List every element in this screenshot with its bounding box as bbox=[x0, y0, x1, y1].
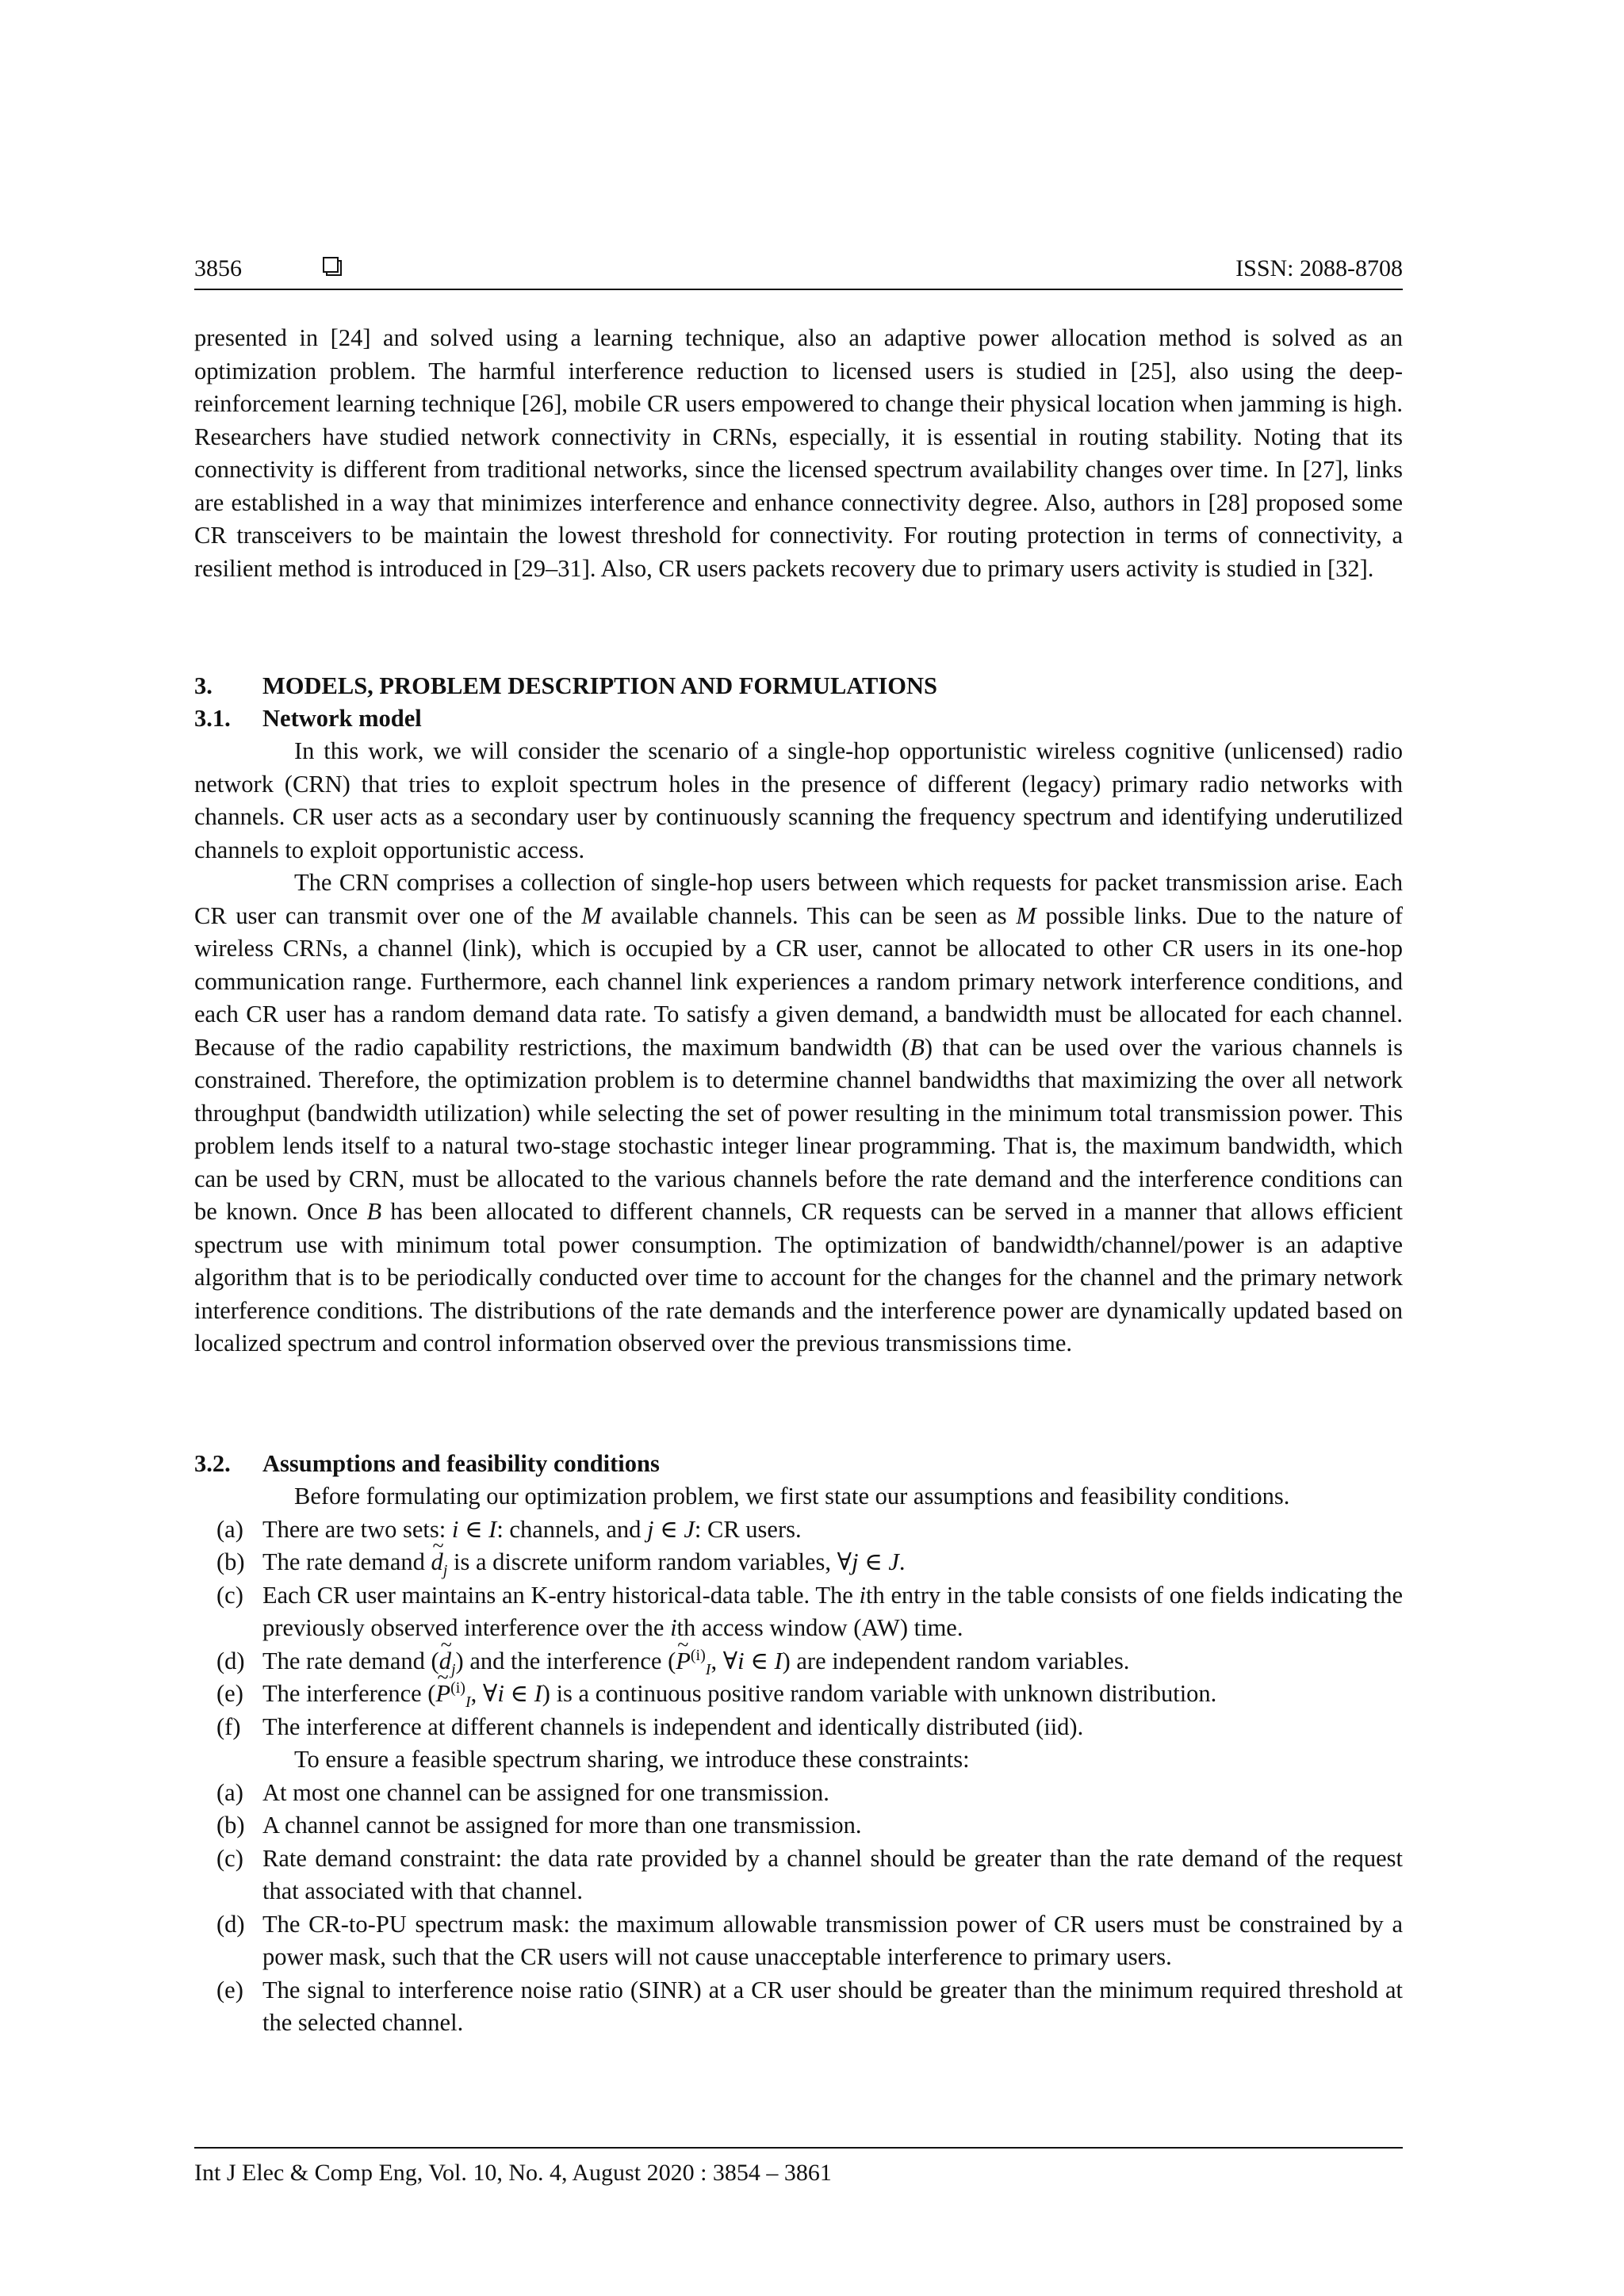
header-rule bbox=[194, 289, 1403, 290]
page-number: 3856 bbox=[194, 255, 242, 281]
intro-paragraph: presented in [24] and solved using a learning technique, also an adaptive power allocation method is solved as an optimization problem. The harmful interference reduction to licensed users is studied in [25], also using the deep-reinforcement learning technique [26], mobile CR users empowered to change their physical location when jamming is high. Researchers have studied network connectivity in CRNs, especially, it is essential in routing stability. Noting that its connectivity is different from traditional networks, since the licensed spectrum availability changes over time. In [27], links are established in a way that minimizes interference and enhance connectivity degree. Also, authors in [28] proposed some CR transceivers to be maintain the lowest threshold for connectivity. For routing protection in terms of connectivity, a resilient method is introduced in [29–31]. Also, CR users packets recovery due to primary users activity is studied in [32]. bbox=[194, 324, 1403, 582]
intro-block bbox=[194, 322, 1403, 585]
list-item: (b) A channel cannot be assigned for more than one transmission. bbox=[216, 1812, 862, 1839]
assumptions-list bbox=[194, 1513, 1403, 1744]
journal-issn: ISSN: 2088-8708 bbox=[1235, 255, 1403, 281]
network-model-paragraph-2: The CRN comprises a collection of single-hop users between which requests for packet transmission arise. Each CR user can transmit over one of the M available channels. This can be seen as M possible links. Due to the nature of wireless CRNs, a channel (link), which is occupied by a CR user, cannot be allocated to other CR users in its one-hop communication range. Furthermore, each channel link experiences a random primary network interference conditions, and each CR user has a random demand data rate. To satisfy a given demand, a bandwidth must be allocated for each channel. Because of the radio capability restrictions, the maximum bandwidth (B) that can be used over the various channels is constrained. Therefore, the optimization problem is to determine channel bandwidths that maximizing the over all network throughput (bandwidth utilization) while selecting the set of power resulting in the minimum total transmission power. This problem lends itself to a natural two-stage stochastic integer linear programming. That is, the maximum bandwidth, which can be used by CRN, must be allocated to the various channels before the rate demand and the interference conditions can be known. Once B has been allocated to different channels, CR requests can be served in a manner that allows efficient spectrum use with minimum total power consumption. The optimization of bandwidth/channel/power is an adaptive algorithm that is to be periodically conducted over time to account for the changes for the channel and the primary network interference conditions. The distributions of the rate demands and the interference power are dynamically updated based on localized spectrum and control information observed over the previous transmissions time. bbox=[194, 869, 1404, 1357]
subsection-3-2 bbox=[194, 1448, 1403, 2040]
list-item: (f) The interference at different channels is independent and identically distributed (iid). bbox=[216, 1712, 1084, 1740]
subsection-title: Assumptions and feasibility conditions bbox=[262, 1450, 660, 1477]
section-heading bbox=[194, 670, 1403, 702]
section-number: 3. bbox=[194, 672, 213, 699]
subsection-heading-3-1 bbox=[194, 702, 1403, 735]
section-title: MODELS, PROBLEM DESCRIPTION AND FORMULATIONS bbox=[262, 672, 937, 699]
footer-citation: Int J Elec & Comp Eng, Vol. 10, No. 4, August 2020 : 3854 – 3861 bbox=[194, 2160, 832, 2186]
subsection-number: 3.1. bbox=[194, 705, 231, 732]
assumptions-intro: Before formulating our optimization problem, we first state our assumptions and feasibility conditions. bbox=[294, 1483, 1290, 1510]
list-item: (c) Rate demand constraint: the data rate provided by a channel should be greater than the rate demand of the request that associated with that channel. bbox=[216, 1844, 1403, 1904]
subsection-heading-3-2 bbox=[194, 1448, 1403, 1480]
running-header bbox=[194, 255, 1403, 292]
list-item: (b) The rate demand ~ $d_j$ is a discrete uniform random variables, ∀j ∈ J. bbox=[194, 1546, 1403, 1579]
network-model-paragraph-1: In this work, we will consider the scenario of a single-hop opportunistic wireless cognitive (unlicensed) radio network (CRN) that tries to exploit spectrum holes in the presence of different (legacy) primary radio networks with channels. CR user acts as a secondary user by continuously scanning the frequency spectrum and identifying underutilized channels to exploit opportunistic access. bbox=[194, 737, 1403, 863]
list-item: (e) The interference (~ $P^{(i)}_I$, ∀i ∈ I) is a continuous positive random variable with unknown distribution. bbox=[194, 1678, 1403, 1711]
list-item: (c) Each CR user maintains an K-entry historical-data table. The ith entry in the table consists of one fields indicating the previously observed interference over the ith access window (AW) time. bbox=[216, 1581, 1403, 1641]
constraints-intro: To ensure a feasible spectrum sharing, we introduce these constraints: bbox=[294, 1746, 970, 1773]
list-item: (a) There are two sets: i ∈ I: channels, and j ∈ J: CR users. bbox=[216, 1515, 802, 1543]
list-item: (d) The rate demand (~ $d_j$) and the interference (~ $P^{(i)}_I$, ∀i ∈ I) are independent random variables. bbox=[194, 1645, 1403, 1678]
subsection-number: 3.2. bbox=[194, 1450, 231, 1477]
subsection-title: Network model bbox=[262, 705, 422, 732]
constraints-list bbox=[194, 1777, 1403, 2040]
list-item: (a) At most one channel can be assigned for one transmission. bbox=[216, 1778, 829, 1806]
list-item: (e) The signal to interference noise ratio (SINR) at a CR user should be greater than the minimum required threshold at the selected channel. bbox=[216, 1976, 1403, 2036]
footer-rule bbox=[194, 2147, 1403, 2149]
section-3 bbox=[194, 670, 1403, 1360]
shadow-box-icon bbox=[323, 257, 342, 276]
list-item: (d) The CR-to-PU spectrum mask: the maximum allowable transmission power of CR users must be constrained by a power mask, such that the CR users will not cause unacceptable interference to primary users. bbox=[216, 1910, 1403, 1970]
